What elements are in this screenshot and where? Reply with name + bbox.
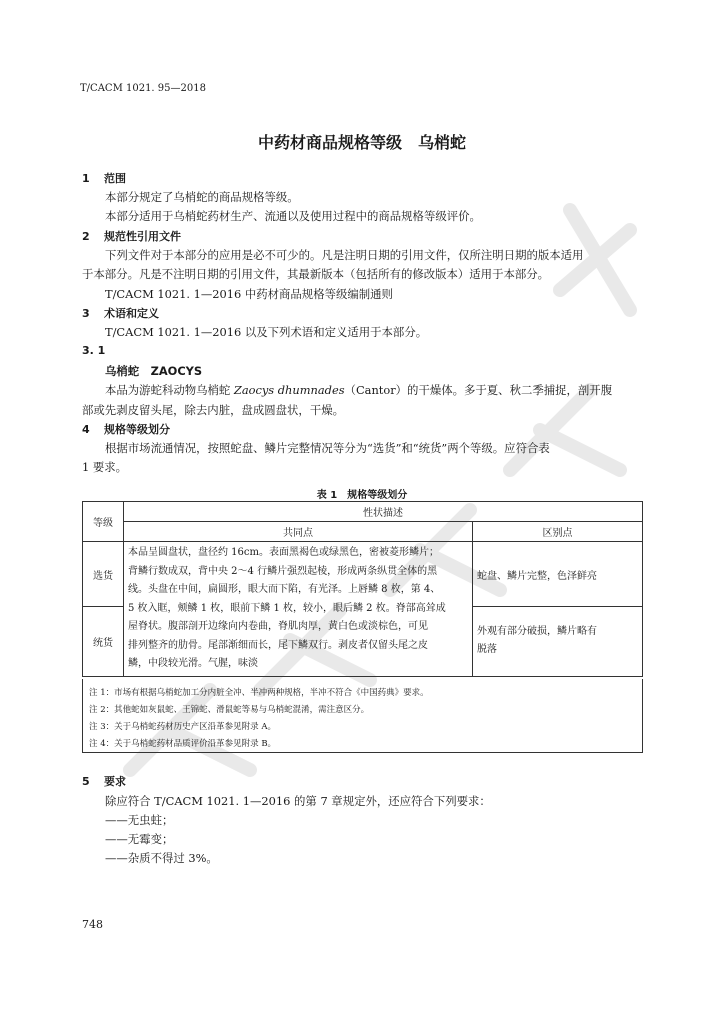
note: 注 4：关于乌梢蛇药材品质评价沿革参见附录 B。 xyxy=(89,739,277,749)
common-line: 背鳞行数成双，背中央 2～4 行鳞片强烈起棱，形成两条纵贯全体的黑 xyxy=(128,565,438,577)
subsection-number: 3. 1 xyxy=(82,344,106,357)
note: 注 3：关于乌梢蛇药材历史产区沿革参见附录 A。 xyxy=(89,722,276,732)
section-number: 3 xyxy=(82,307,90,320)
table-notes xyxy=(82,679,643,753)
document-title: 中药材商品规格等级 乌梢蛇 xyxy=(257,133,466,152)
requirement-item: ——杂质不得过 3%。 xyxy=(105,851,218,865)
term-entry: 乌梢蛇 ZAOCYS xyxy=(105,364,203,378)
note: 注 1：市场有根据乌梢蛇加工分内脏全冲、半冲两种规格，半冲不符合《中国药典》要求。 xyxy=(89,688,429,698)
paragraph: 1 要求。 xyxy=(82,460,128,474)
section-title: 要求 xyxy=(104,775,126,788)
section-title: 规范性引用文件 xyxy=(104,230,181,243)
paragraph: T/CACM 1021. 1—2016 以及下列术语和定义适用于本部分。 xyxy=(105,325,428,339)
definition: 部或先剥皮留头尾，除去内脏，盘成圆盘状，干燥。 xyxy=(82,403,344,417)
requirement-item: ——无霉变； xyxy=(105,832,174,846)
definition-text: 本品为游蛇科动物乌梢蛇 xyxy=(105,383,234,397)
common-line: 线。头盘在中间，扁圆形，眼大而下陷，有光泽。上唇鳞 8 枚，第 4、 xyxy=(128,584,441,595)
section-3-heading xyxy=(82,305,159,321)
section-number: 5 xyxy=(82,775,90,788)
table-caption: 表 1 规格等级划分 xyxy=(316,490,408,501)
section-title: 术语和定义 xyxy=(104,307,159,320)
definition-text: （Cantor）的干燥体。多于夏、秋二季捕捉，剖开腹 xyxy=(344,383,613,397)
section-number: 1 xyxy=(82,172,90,185)
header-description: 性状描述 xyxy=(124,502,643,522)
header-difference: 区别点 xyxy=(473,522,643,542)
common-line: 5 枚入眶，颊鳞 1 枚，眼前下鳞 1 枚，较小，眼后鳞 2 枚。脊部高耸成 xyxy=(128,602,446,614)
difference-line: 外观有部分破损，鳞片略有 xyxy=(477,625,597,637)
section-1-heading xyxy=(82,170,126,186)
section-2-heading xyxy=(82,228,181,244)
section-title: 范围 xyxy=(104,172,126,185)
section-number: 4 xyxy=(82,423,90,436)
section-5-heading xyxy=(82,773,126,789)
page-number: 748 xyxy=(82,918,103,931)
common-line: 屋脊状。腹部剖开边缘向内卷曲，脊肌肉厚，黄白色或淡棕色，可见 xyxy=(128,621,428,632)
section-4-heading xyxy=(82,421,170,437)
difference-line: 脱落 xyxy=(477,644,497,656)
paragraph: 本部分规定了乌梢蛇的商品规格等级。 xyxy=(105,190,299,204)
paragraph: 除应符合 T/CACM 1021. 1—2016 的第 7 章规定外，还应符合下列要求： xyxy=(105,794,491,808)
grade-general: 统货 xyxy=(83,607,124,676)
paragraph: 根据市场流通情况，按照蛇盘、鳞片完整情况等分为“选货”和“统货”两个等级。应符合表 xyxy=(105,441,550,455)
common-description xyxy=(124,542,473,677)
common-line: 本品呈圆盘状，盘径约 16cm。表面黑褐色或绿黑色，密被菱形鳞片； xyxy=(128,547,439,558)
section-title: 规格等级划分 xyxy=(104,423,170,436)
definition xyxy=(105,382,612,398)
paragraph: 本部分适用于乌梢蛇药材生产、流通以及使用过程中的商品规格等级评价。 xyxy=(105,209,481,223)
header-grade: 等级 xyxy=(83,502,124,542)
grade-table xyxy=(82,501,643,677)
difference-select: 蛇盘、鳞片完整，色泽鲜亮 xyxy=(473,542,643,607)
header-common: 共同点 xyxy=(124,522,473,542)
paragraph: 于本部分。凡是不注明日期的引用文件，其最新版本（包括所有的修改版本）适用于本部分。 xyxy=(82,267,550,281)
paragraph: 下列文件对于本部分的应用是必不可少的。凡是注明日期的引用文件，仅所注明日期的版本适用 xyxy=(105,248,584,262)
common-line: 鳞，中段较光滑。气腥，味淡 xyxy=(128,658,258,669)
difference-general xyxy=(473,607,643,676)
latin-name: Zaocys dhumnades xyxy=(233,383,345,397)
standard-code: T/CACM 1021. 95—2018 xyxy=(80,83,206,94)
section-number: 2 xyxy=(82,230,90,243)
grade-select: 选货 xyxy=(83,542,124,607)
requirement-item: ——无虫蛀； xyxy=(105,813,174,827)
common-line: 排列整齐的肋骨。尾部渐细而长，尾下鳞双行。剥皮者仅留头尾之皮 xyxy=(128,639,428,651)
reference: T/CACM 1021. 1—2016 中药材商品规格等级编制通则 xyxy=(105,287,393,301)
note: 注 2：其他蛇如灰鼠蛇、王锦蛇、滑鼠蛇等易与乌梢蛇混淆，需注意区分。 xyxy=(89,705,370,715)
